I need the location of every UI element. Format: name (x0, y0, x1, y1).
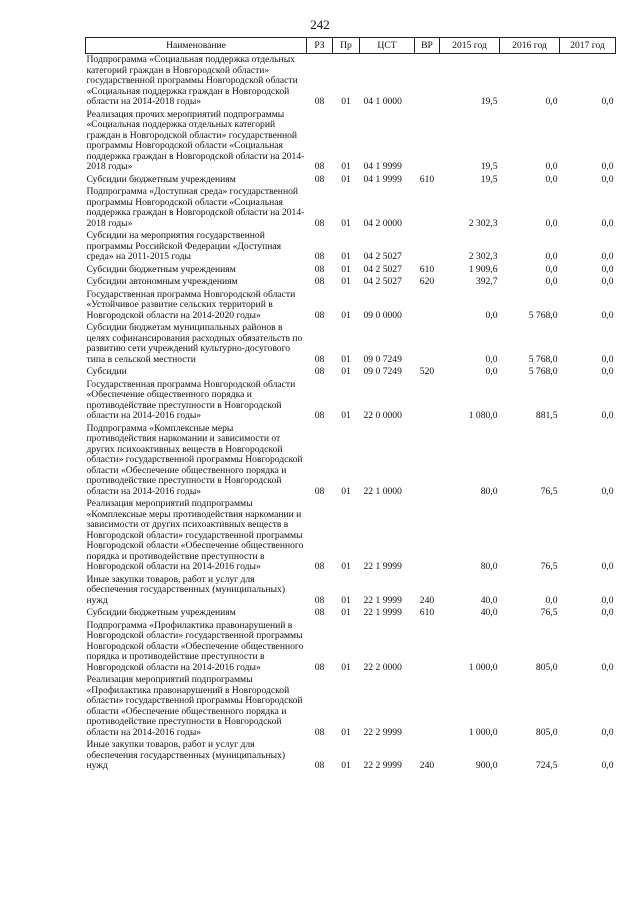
row-2017: 0,0 (601, 263, 614, 275)
row-vr: 240 (419, 594, 435, 606)
row-pr: 01 (341, 726, 351, 738)
row-name: Субсидии бюджетным учреждениям (86, 263, 236, 275)
row-2016: 76,5 (540, 607, 558, 618)
row-2017: 0,0 (601, 594, 614, 606)
row-2017: 0,0 (601, 161, 614, 172)
row-rz: 08 (314, 366, 325, 377)
row-pr: 01 (341, 263, 351, 275)
table-row (86, 739, 616, 773)
row-2015: 0,0 (485, 353, 498, 365)
row-2015: 2 302,3 (468, 251, 498, 262)
row-name: Субсидии автономным учреждениям (86, 276, 238, 287)
row-cst: 04 1 9999 (363, 161, 402, 172)
row-rz: 08 (314, 607, 325, 618)
row-cst: 09 0 7249 (363, 353, 402, 365)
row-2015: 80,0 (480, 485, 498, 497)
row-rz: 08 (314, 173, 325, 185)
row-2017: 0,0 (601, 561, 614, 572)
row-rz: 08 (314, 276, 325, 287)
row-rz: 08 (314, 309, 325, 321)
row-vr (415, 289, 440, 323)
row-pr: 01 (341, 485, 351, 497)
row-2015: 19,5 (480, 161, 498, 172)
row-2016: 0,0 (545, 217, 558, 229)
row-pr: 01 (341, 173, 351, 185)
row-pr: 01 (341, 309, 351, 321)
row-2016: 0,0 (545, 263, 558, 275)
row-2017: 0,0 (601, 217, 614, 229)
row-pr: 01 (341, 661, 351, 673)
table-row (86, 289, 616, 323)
row-vr (415, 674, 440, 739)
table-row (86, 498, 616, 574)
row-name: Государственная программа Новгородской области «Обеспечение общественного порядка и противодействие преступности в Новгородской области на 2014-2016 годы» (86, 378, 296, 421)
row-cst: 04 2 5027 (363, 263, 402, 275)
row-2015: 0,0 (485, 366, 498, 377)
row-rz: 08 (314, 251, 325, 262)
row-2017: 0,0 (601, 353, 614, 365)
row-pr: 01 (341, 251, 351, 262)
table-row (86, 54, 616, 109)
row-name: Субсидии на мероприятия государственной программы Российской Федерации «Доступная среда» на 2011-2015 годы (86, 230, 282, 262)
row-name: Подпрограмма «Профилактика правонарушений в Новгородской области» государственной программы Новгородской области «Обеспечение общественного порядка и противодействие преступности в Новгородской области на 2014-2016 годы» (86, 619, 304, 673)
table-row (86, 620, 616, 675)
row-rz: 08 (314, 353, 325, 365)
row-2015: 80,0 (480, 561, 498, 572)
table-row (86, 366, 616, 379)
row-cst: 22 1 9999 (363, 594, 402, 606)
row-vr (415, 379, 440, 423)
row-2015: 40,0 (480, 594, 498, 606)
row-cst: 04 2 5027 (363, 251, 402, 262)
row-2017: 0,0 (601, 251, 614, 262)
row-rz: 08 (314, 96, 325, 107)
row-name: Иные закупки товаров, работ и услуг для обеспечения государственных (муниципальных) нужд (86, 739, 286, 771)
row-cst: 04 2 5027 (363, 276, 402, 287)
row-2016: 805,0 (535, 661, 558, 673)
row-2015: 900,0 (475, 760, 498, 771)
row-pr: 01 (341, 276, 351, 287)
row-name: Субсидии бюджетным учреждениям (86, 607, 236, 618)
header-vr: ВР (415, 38, 440, 54)
table-row (86, 230, 616, 264)
row-pr: 01 (341, 760, 351, 771)
table-row (86, 264, 616, 277)
header-2017: 2017 год (560, 38, 616, 54)
row-2017: 0,0 (601, 485, 614, 497)
row-2015: 1 000,0 (468, 661, 498, 673)
row-pr: 01 (341, 561, 351, 572)
row-2016: 5 768,0 (528, 366, 558, 377)
row-rz: 08 (314, 661, 325, 673)
row-2016: 0,0 (545, 251, 558, 262)
row-2016: 0,0 (545, 276, 558, 287)
row-rz: 08 (314, 561, 325, 572)
row-2016: 5 768,0 (528, 353, 558, 365)
row-vr (415, 620, 440, 675)
table-row (86, 322, 616, 366)
header-name: Наименование (86, 38, 307, 54)
table-row (86, 423, 616, 499)
table-row (86, 379, 616, 423)
row-vr (415, 109, 440, 174)
row-rz: 08 (314, 726, 325, 738)
page-number: 242 (310, 17, 330, 32)
row-vr: 240 (419, 760, 435, 771)
row-pr: 01 (341, 607, 351, 618)
row-vr (415, 230, 440, 264)
row-cst: 22 1 9999 (363, 561, 402, 572)
row-cst: 09 0 7249 (363, 366, 402, 377)
row-cst: 22 0 0000 (363, 410, 402, 421)
row-2017: 0,0 (601, 410, 614, 421)
row-vr: 610 (419, 173, 435, 185)
row-2017: 0,0 (601, 607, 614, 618)
row-2016: 76,5 (540, 485, 558, 497)
row-2016: 0,0 (545, 161, 558, 172)
row-name: Подпрограмма «Социальная поддержка отдельных категорий граждан в Новгородской области» государственной программы Новгородской области «Социальная поддержка граждан в Новгородской области на 2014-2018 годы» (86, 54, 298, 107)
row-2016: 0,0 (545, 594, 558, 606)
row-cst: 04 2 0000 (363, 217, 402, 229)
row-2017: 0,0 (601, 726, 614, 738)
header-2015: 2015 год (440, 38, 500, 54)
row-cst: 22 1 9999 (363, 607, 402, 618)
row-cst: 22 2 9999 (363, 760, 402, 771)
row-2017: 0,0 (601, 309, 614, 321)
table-row (86, 574, 616, 608)
row-vr (415, 186, 440, 230)
row-2015: 1 909,6 (468, 263, 498, 275)
row-2015: 392,7 (475, 276, 498, 287)
row-pr: 01 (341, 96, 351, 107)
row-2016: 881,5 (535, 410, 558, 421)
table-row (86, 109, 616, 174)
row-vr: 610 (419, 607, 435, 618)
row-rz: 08 (314, 760, 325, 771)
row-rz: 08 (314, 263, 325, 275)
row-rz: 08 (314, 410, 325, 421)
row-2015: 19,5 (480, 96, 498, 107)
row-rz: 08 (314, 594, 325, 606)
row-2016: 724,5 (535, 760, 558, 771)
table-header (86, 38, 616, 54)
row-cst: 22 2 9999 (363, 726, 402, 738)
row-name: Государственная программа Новгородской области «Устойчивое развитие сельских территорий в Новгородской области на 2014-2020 годы» (86, 288, 296, 321)
header-pr: Пр (333, 38, 360, 54)
row-2015: 40,0 (480, 607, 498, 618)
row-rz: 08 (314, 161, 325, 172)
table-row (86, 174, 616, 187)
row-name: Субсидии бюджетным учреждениям (86, 173, 236, 185)
row-name: Субсидии (86, 366, 127, 377)
table-row (86, 186, 616, 230)
row-2016: 805,0 (535, 726, 558, 738)
row-vr: 620 (419, 276, 435, 287)
row-2017: 0,0 (601, 96, 614, 107)
row-2015: 0,0 (485, 309, 498, 321)
row-name: Реализация мероприятий подпрограммы «Комплексные меры противодействия наркомании и зависимости от других психоактивных веществ в Новгородской области» государственной программы Новгородской области «Обеспечение общественного порядка и противодействие преступности в Новгородской области на 2014-2016 годы» (86, 498, 304, 572)
row-vr: 520 (419, 366, 435, 377)
row-pr: 01 (341, 353, 351, 365)
row-2017: 0,0 (601, 276, 614, 287)
row-cst: 22 2 0000 (363, 661, 402, 673)
row-pr: 01 (341, 366, 351, 377)
row-rz: 08 (314, 485, 325, 497)
row-2016: 0,0 (545, 96, 558, 107)
row-rz: 08 (314, 217, 325, 229)
table-row (86, 276, 616, 289)
row-vr (415, 54, 440, 109)
row-name: Реализация прочих мероприятий подпрограммы «Социальная поддержка отдельных категорий граждан в Новгородской области» государственной программы Новгородской области «Социальная поддержка граждан в Новгородской области на 2014-2018 годы» (86, 108, 305, 172)
row-cst: 04 1 0000 (363, 96, 402, 107)
row-pr: 01 (341, 161, 351, 172)
row-2016: 5 768,0 (528, 309, 558, 321)
row-2015: 19,5 (480, 173, 498, 185)
row-name: Подпрограмма «Комплексные меры противодействия наркомании и зависимости от других психоактивных веществ в Новгородской области» государственной программы Новгородской области «Обеспечение общественного порядка и противодействие преступности в Новгородской области на 2014-2016 годы» (86, 422, 303, 497)
row-2016: 0,0 (545, 173, 558, 185)
row-2015: 2 302,3 (468, 217, 498, 229)
row-2015: 1 000,0 (468, 726, 498, 738)
budget-table (85, 37, 616, 773)
row-vr: 610 (419, 263, 435, 275)
table-body (86, 54, 616, 773)
row-2017: 0,0 (601, 173, 614, 185)
row-cst: 22 1 0000 (363, 485, 402, 497)
row-cst: 09 0 0000 (363, 309, 402, 321)
row-2017: 0,0 (601, 366, 614, 377)
header-2016: 2016 год (500, 38, 560, 54)
row-name: Субсидии бюджетам муниципальных районов в целях софинансирования расходных обязательств по развитию сети учреждений культурно-досугового типа в сельской местности (86, 322, 303, 365)
row-2015: 1 080,0 (468, 410, 498, 421)
row-2016: 76,5 (540, 561, 558, 572)
row-pr: 01 (341, 410, 351, 421)
row-name: Реализация мероприятий подпрограммы «Профилактика правонарушений в Новгородской области» государственной программы Новгородской области «Обеспечение общественного порядка и противодействие преступности в Новгородской области на 2014-2016 годы» (86, 674, 303, 738)
row-name: Иные закупки товаров, работ и услуг для обеспечения государственных (муниципальных) нужд (86, 573, 286, 606)
table-row (86, 674, 616, 739)
row-2017: 0,0 (601, 661, 614, 673)
row-vr (415, 322, 440, 366)
row-vr (415, 423, 440, 499)
table-row (86, 607, 616, 620)
row-name: Подпрограмма «Доступная среда» государственной программы Новгородской области «Социальная поддержка граждан в Новгородской области на 2014-2018 годы» (86, 186, 305, 229)
header-cst: ЦСТ (360, 38, 415, 54)
header-rz: РЗ (307, 38, 333, 54)
row-cst: 04 1 9999 (363, 173, 402, 185)
row-pr: 01 (341, 217, 351, 229)
row-pr: 01 (341, 594, 351, 606)
row-vr (415, 498, 440, 574)
row-2017: 0,0 (601, 760, 614, 771)
